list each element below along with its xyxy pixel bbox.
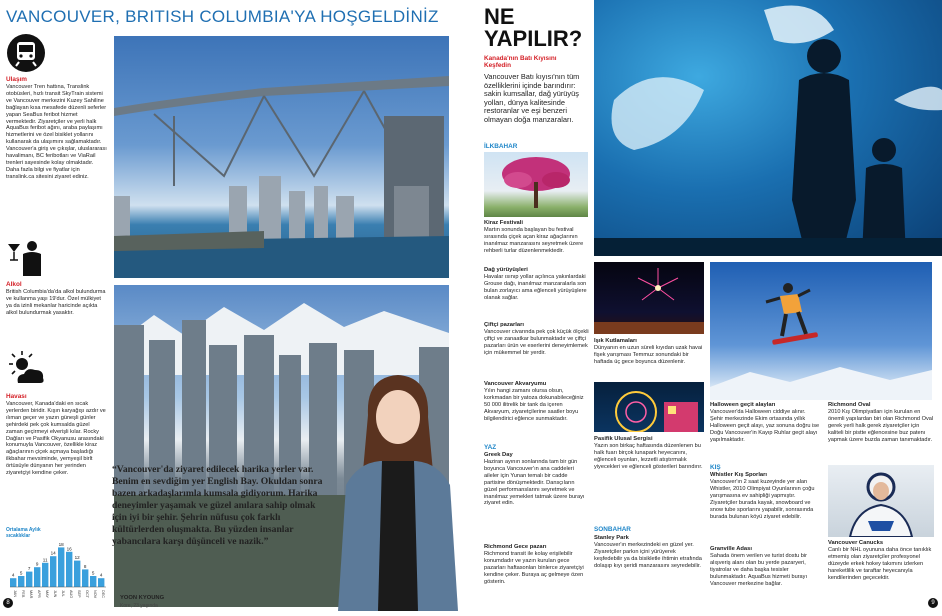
chart-data-label: 4	[11, 572, 15, 578]
fair-photo	[594, 382, 704, 432]
temperature-chart	[6, 527, 110, 603]
event-body-dag: Havalar ısınıp yollar açılınca yakınlardaki Grouse dağı, inanılmaz manzaralarla son bulan zorlayıcı ama eğlenceli yürüyüşlere olanak sağlar.	[484, 274, 587, 301]
event-title-richmond-oval: Richmond Oval	[828, 402, 871, 408]
event-title-richmond-gece: Richmond Gece pazarı	[484, 544, 547, 550]
chart-bar	[26, 572, 32, 587]
cherry-tree-photo	[484, 152, 588, 217]
season-kis: KIŞ	[710, 464, 721, 471]
hockey-player-photo	[828, 465, 934, 537]
quote-open-mark: “	[112, 464, 117, 475]
section-title	[484, 6, 582, 50]
chart-data-label: 16	[66, 546, 72, 552]
chart-tick-label: SEP	[77, 590, 82, 598]
event-body-richmond-gece: Richmond transit ile kolay erişilebilir konumdadır ve yazın kurulan gece pazarları haftasonları binlerce ziyaretçiyi kendine çeker. Buraya aç gelmeye özen gösterin.	[484, 551, 584, 585]
chart-bar	[58, 547, 64, 587]
chart-tick-label: MAY	[45, 590, 50, 598]
event-title-canucks: Vancouver Canucks	[828, 540, 884, 546]
chart-data-label: 8	[83, 563, 87, 569]
season-yaz: YAZ	[484, 444, 497, 451]
alkol-title: Alkol	[6, 281, 22, 288]
train-icon	[6, 33, 46, 73]
event-body-kiraz: Martın sonunda başlayan bu festival sırasında çiçek açan kiraz ağaçlarının inanılmaz manzarasını seyretmek üzere rehberli turlar düzenlenmektedir.	[484, 227, 584, 254]
event-title-halloween: Halloween geçit alayları	[710, 402, 776, 408]
havasi-body: Vancouver, Kanada'daki en sıcak yerlerden biridir. Kışın karyağışı azdır ve ılıman geçer ve yazın güneşli günler şehirdeki pek çok kumsalda güzel zaman geçirmeyi elverişli kılar. Rocky Dağları ve Pasifik Okyanusu arasındaki konumuyla Vancouver, özellikle kiraz ağaçlarının çiçek açmaya başladığı ilkbahar mevsiminde, yemyeşil birlt örtüsüyle dünyanın her yerinden ziyaretçiyi kendine çeker.	[6, 401, 106, 477]
chart-tick-label: DEC	[101, 590, 106, 599]
event-title-akvaryum: Vancouver Akvaryumu	[484, 381, 547, 387]
chart-bar	[18, 576, 24, 587]
chart-bar	[50, 556, 56, 587]
chart-bar	[98, 578, 104, 587]
event-body-ciftci: Vancouver civarında pek çok küçük ölçekli çiftçi ve zanaatkar bulunmaktadır ve çiftçi pazarları ürün ve eserlerini deneyimlemek için mükemmel bir yerdir.	[484, 329, 589, 356]
chart-bar	[10, 578, 16, 587]
chart-tick-label: FEB	[21, 590, 26, 598]
chart-bar	[66, 552, 72, 587]
ulasim-title: Ulaşım	[6, 76, 27, 83]
fireworks-photo	[594, 262, 704, 334]
chart-tick-label: AUG	[69, 590, 74, 599]
chart-data-label: 7	[27, 566, 31, 572]
bridge-photo	[114, 36, 449, 278]
event-body-granville: Sahada önem verilen ve turist dostu bir alışveriş alanı olan bu yerde pazaryeri, tiyatrolar ve daha başka tesisler bulunmaktadır. AquaBus hizmeti burayı Vancouver merkezine bağlar.	[710, 553, 808, 587]
intro-title: Kanada'nın Batı Kıyısını Keşfedin	[484, 55, 557, 70]
event-title-greekday: Greek Day	[484, 452, 513, 458]
chart-tick-label: MAR	[29, 590, 34, 599]
event-title-dag: Dağ yürüyüşleri	[484, 267, 528, 273]
quote-author: YOON KYOUNG	[120, 595, 165, 601]
event-body-stanley: Vancouver'ın merkezindeki en güzel yer. Ziyaretçiler parkın içini yürüyerek keşfedebilir ya da bisikletle ihtimin etrafında dolaşıp kıyı şeridi manzarasını seyredebilir.	[594, 542, 702, 569]
event-title-ciftci: Çiftçi pazarları	[484, 322, 524, 328]
chart-bar	[34, 567, 40, 587]
event-title-kiraz: Kiraz Festivali	[484, 220, 523, 226]
quote-close-mark: ”	[263, 536, 269, 547]
quote-text	[112, 464, 332, 570]
chart-tick-label: JUL	[61, 590, 66, 597]
event-body-richmond-oval: 2010 Kış Olimpiyatları için kurulan en önemli yapılardan biri olan Richmond Oval gerek yerli halk gerek ziyaretçiler için kaliteli bir pistte eğlencesine buz patenı yapmak üzere buzda zaman tanımaktadır.	[828, 409, 934, 443]
quote-author-detail: Kore, 23 yaşında	[120, 603, 158, 609]
weather-icon	[6, 349, 46, 389]
snowboarder-photo	[710, 262, 932, 400]
event-body-halloween: Vancouver'da Halloween ciddiye alınır. Şehir merkezinde Ekim ortasında yıllık Halloween geçit alayı, yaz sonuna doğru ise Doğu Vancouver'in Kayıp Ruhlar geçit alayı yapılmaktadır.	[710, 409, 820, 443]
chart-tick-label: JAN	[13, 590, 18, 598]
chart-title: Ortalama Aylık sıcaklıklar	[6, 527, 41, 539]
chart-tick-label: OCT	[85, 590, 90, 599]
chart-svg	[6, 527, 110, 603]
chart-data-label: 14	[50, 550, 56, 556]
ulasim-body: Vancouver Tren hattına, Translink otobüsleri, hızlı transit SkyTrain sistemi ve Vancouver merkezini Kuzey Sahiline bağlayan kısa mesafede düzenli seferler yapan SeaBus feribot hizmet vermektedir. Ziyaretçiler ve yerli halk AquaBus feribot ağını, araba paylaşımı hizmetlerini ve özel bisiklet yollarını kullanarak da ulaşımını sağlamaktadır. Vancouver'a giriş ve çıkışlar, uluslararası havalimanı, BC feribotları ve ViaRail trenleri sayesinde kolay olmaktadır. Daha fazla bilgi ve fiyatlar için translink.ca sitesini ziyaret ediniz.	[6, 84, 107, 180]
chart-data-label: 4	[99, 572, 103, 578]
page-number-left: 8	[3, 598, 13, 608]
chart-tick-label: NOV	[93, 590, 98, 599]
aquarium-photo	[594, 0, 942, 256]
havasi-title: Havası	[6, 393, 27, 400]
chart-bar	[74, 561, 80, 587]
event-body-pasifik: Yazın son birkaç haftasında düzenlenen bu halk fuarı birçok lunapark heyecanını, eğlenceli oyunları, lezzetli atıştırmalık yiyecekleri ve eğlenceli gösterileri barındırır.	[594, 443, 703, 470]
event-body-akvaryum: Yılın hangi zamanı olursa olsun, korkmadan bir yatoza dokunabileceğiniz 50 000 ilitrelik bir tank da içeren Akvaryum, ziyaretçilerine saatler boyu bilgilendirici eğlence sunmaktadır.	[484, 388, 584, 422]
event-title-stanley: Stanley Park	[594, 535, 629, 541]
chart-data-label: 5	[19, 570, 23, 576]
chart-bar	[42, 563, 48, 587]
quote-body: Vancouver'da ziyaret edilecek harika yerler var. Benim en sevdiğim yer English Bay. Okuldan sonra bazen arkadaşlarımla kumsala gidiyorum. Harika deneyimler yaşamak ve güzel anılara sahip olmak için iyi bir şehir. Şehrin nüfusu çok farklı kültürlerden oluşmakta. Bu yüzden insanlar yabancılara karşı düşünceli ve nazik.	[112, 464, 323, 547]
chart-bar	[82, 569, 88, 587]
event-title-isik: Işık Kutlamaları	[594, 338, 637, 344]
alkol-body: British Columbia'da'da alkol bulundurma ve kullanma yaşı 19'dur. Özel mülkiyet ya da izinli mekanlar haricinde açıkta alkol bulundurmak yasaktır.	[6, 289, 106, 316]
event-body-isik: Dünyanın en uzun süreli kıyıdan uzak havai fişek yarışması Temmuz sonundaki bir haftada üç gece boyunca düzenlenir.	[594, 345, 703, 365]
intro-body: Vancouver Batı kıyısı'nın tüm özelliklerini içinde barındırır: sakin kumsallar, dağ yürüyüş yolları, dünya kalitesinde restoranlar ve eşi benzeri olmayan doğa manzaraları.	[484, 72, 580, 124]
chart-tick-label: APR	[37, 590, 42, 598]
chart-data-label: 11	[42, 557, 48, 563]
chart-data-label: 18	[58, 541, 64, 547]
event-title-whistler: Whistler Kış Sporları	[710, 472, 768, 478]
drink-icon	[6, 238, 46, 278]
chart-bar	[90, 576, 96, 587]
person-photo	[318, 365, 474, 611]
season-sonbahar: SONBAHAR	[594, 526, 631, 533]
page-number-right: 9	[928, 598, 938, 608]
event-body-greekday: Haziran ayının sonlarında tam bir gün boyunca Vancouver'ın ana caddeleri aileler için Yunan temalı bir cadde partisine dönüşmektedir. Dansçıların güzel performanslarını seyretmek ve inanılmaz yemekleri tatmak üzere burayı ziyaret edin.	[484, 459, 585, 507]
chart-data-label: 5	[91, 570, 95, 576]
section-title-line2: YAPILIR?	[484, 26, 583, 51]
section-title-line1: NE	[484, 4, 515, 29]
event-title-pasifik: Pasifik Ulusal Sergisi	[594, 436, 653, 442]
season-ilkbahar: İLKBAHAR	[484, 143, 518, 150]
chart-data-label: 9	[35, 561, 39, 567]
event-body-whistler: Vancouver'ın 2 saat kuzeyinde yer alan Whistler, 2010 Olimpiyat Oyunlarının çoğu yarışmasına ev sahipliği yapmıştır. Ziyaretçiler burada kayak, snowboard ve snow tube sporlarını yapabilir, sonrasında burada bulunan köyü ziyaret edebilir.	[710, 479, 815, 520]
chart-tick-label: JUN	[53, 590, 58, 598]
event-body-canucks: Canlı bir NHL oyununa daha önce tanıklık etmemiş olan ziyaretçiler profesyonel düzeyde erkek hokey takımını izlerken hareketlilik ve taraftar heyecanıyla kendilerinden geçecektir.	[828, 547, 932, 581]
chart-data-label: 12	[74, 555, 80, 561]
page-title: VANCOUVER, BRITISH COLUMBIA'YA HOŞGELDİNİZ	[6, 7, 439, 26]
event-title-granville: Granville Adası	[710, 546, 752, 552]
